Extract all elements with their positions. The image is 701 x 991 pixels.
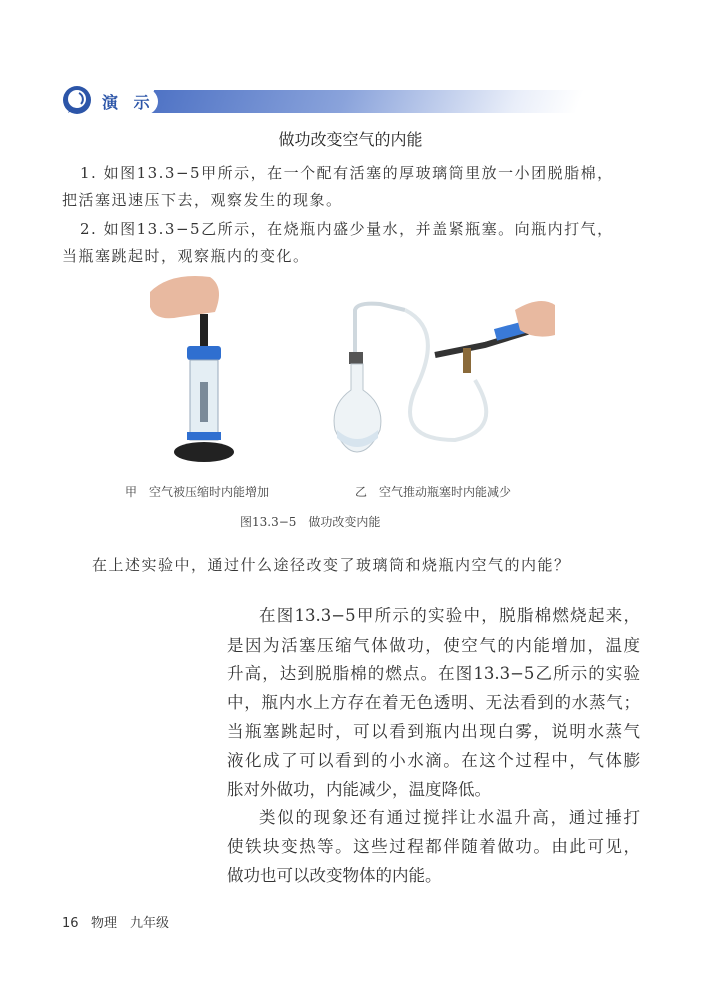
answer-line: 在图13.3−5甲所示的实验中，脱脂棉燃烧起来， <box>259 606 640 625</box>
demo-banner <box>60 85 580 117</box>
page-number: 16 <box>62 916 79 931</box>
banner-gradient-bar <box>146 90 584 113</box>
banner-label: 演 示 <box>102 93 155 112</box>
answer-line: 升高，达到脱脂棉的燃点。在图13.3−5乙所示的实验 <box>227 664 640 683</box>
answer-line: 使铁块变热等。这些过程都伴随着做功。由此可见， <box>227 837 640 856</box>
page-footer <box>62 912 169 931</box>
step-line: 2. 如图13.3−5乙所示，在烧瓶内盛少量水，并盖紧瓶塞。向瓶内打气， <box>80 220 614 238</box>
answer-line: 胀对外做功，内能减少，温度降低。 <box>227 780 491 799</box>
answer-line: 类似的现象还有通过搅拌让水温升高，通过捶打 <box>259 808 640 827</box>
section-title: 做功改变空气的内能 <box>278 130 423 149</box>
answer-line: 是因为活塞压缩气体做功，使空气的内能增加，温度 <box>227 636 640 655</box>
answer-line: 做功也可以改变物体的内能。 <box>227 866 442 885</box>
step-line: 1. 如图13.3−5甲所示，在一个配有活塞的厚玻璃筒里放一小团脱脂棉， <box>80 164 614 182</box>
step-line: 把活塞迅速压下去，观察发生的现象。 <box>62 191 343 209</box>
book-subject: 物理 九年级 <box>90 916 169 931</box>
question-text: 在上述实验中，通过什么途径改变了玻璃筒和烧瓶内空气的内能？ <box>92 556 571 574</box>
figure-caption: 图13.3−5 做功改变内能 <box>240 515 381 529</box>
figure-left-caption: 甲 空气被压缩时内能增加 <box>125 485 270 499</box>
flask-pump-image <box>325 290 560 460</box>
answer-line: 当瓶塞跳起时，可以看到瓶内出现白雾，说明水蒸气 <box>227 722 640 741</box>
step-line: 当瓶塞跳起时，观察瓶内的变化。 <box>62 247 310 265</box>
speech-bubble-icon <box>62 85 92 115</box>
air-compression-syringe-image <box>140 272 240 467</box>
answer-line: 中，瓶内水上方存在着无色透明、无法看到的水蒸气； <box>227 693 640 712</box>
figure-right-caption: 乙 空气推动瓶塞时内能减少 <box>355 485 512 499</box>
answer-line: 液化成了可以看到的小水滴。在这个过程中，气体膨 <box>227 751 640 770</box>
